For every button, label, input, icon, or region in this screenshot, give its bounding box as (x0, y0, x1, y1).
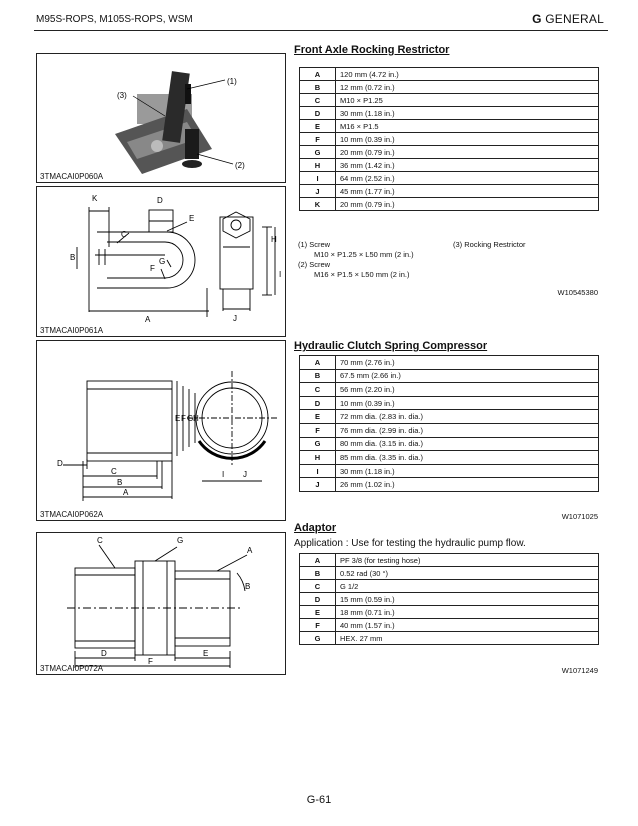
section-title-rocking-restrictor: Front Axle Rocking Restrictor (294, 44, 450, 56)
dim-label-a: A (123, 488, 129, 497)
dimension-value: 45 mm (1.77 in.) (336, 185, 599, 198)
dim-label-j: J (233, 314, 237, 323)
dimension-key: H (300, 159, 336, 172)
dimension-key: I (300, 464, 336, 478)
dimension-key: B (300, 567, 336, 580)
dimension-value: 120 mm (4.72 in.) (336, 68, 599, 81)
adaptor-dimension-drawing (37, 533, 286, 675)
dim-label-g: G (159, 257, 166, 266)
adaptor-application-text: Application : Use for testing the hydraulic pump flow. (294, 538, 526, 549)
table-row (300, 133, 599, 146)
dimension-key: E (300, 120, 336, 133)
dimension-key: I (300, 172, 336, 185)
dimension-key: G (300, 146, 336, 159)
dimension-key: E (300, 606, 336, 619)
dim-label-e: E (189, 214, 195, 223)
dimension-value: 80 mm dia. (3.15 in. dia.) (336, 437, 599, 451)
table-row (300, 120, 599, 133)
table-row (300, 410, 599, 424)
table-row (300, 356, 599, 370)
table-row (300, 567, 599, 580)
dim-label-d: D (101, 649, 107, 658)
dim-label-a: A (247, 546, 253, 555)
table-row (300, 172, 599, 185)
table-row (300, 451, 599, 465)
dim-label-f: F (148, 657, 153, 666)
section-letter: G (532, 12, 542, 26)
table-row (300, 606, 599, 619)
dim-label-b: B (70, 253, 76, 262)
clutch-compressor-spec-table (299, 355, 599, 492)
table-row (300, 146, 599, 159)
dimension-key: F (300, 133, 336, 146)
dim-label-i: I (222, 470, 225, 479)
dim-label-c: C (121, 230, 127, 239)
dimension-key: A (300, 356, 336, 370)
dimension-value: M10 × P1.25 (336, 94, 599, 107)
note-screw-2: (2) Screw (298, 260, 331, 269)
dim-label-b: B (117, 478, 123, 487)
dim-label-g: G (177, 536, 184, 545)
figure-caption: 3TMACAI0P060A (40, 172, 104, 181)
section-title-adaptor: Adaptor (294, 522, 337, 534)
dimension-value: G 1/2 (336, 580, 599, 593)
reference-code: W1071249 (561, 666, 598, 675)
dimension-value: PF 3/8 (for testing hose) (336, 554, 599, 567)
dim-label-f: F (150, 264, 155, 273)
reference-code: W1071025 (561, 512, 598, 521)
manual-model-title: M95S-ROPS, M105S-ROPS, WSM (36, 14, 193, 25)
dimension-key: G (300, 437, 336, 451)
dimension-key: D (300, 593, 336, 606)
table-row (300, 396, 599, 410)
table-row (300, 159, 599, 172)
dimension-value: 0.52 rad (30 °) (336, 567, 599, 580)
figure-caption: 3TMACAI0P062A (40, 510, 104, 519)
dimension-key: K (300, 198, 336, 211)
header-rule (34, 30, 608, 31)
note-rocking-restrictor: (3) Rocking Restrictor (453, 240, 526, 249)
dim-label-c: C (97, 536, 103, 545)
dim-label-i: I (279, 270, 282, 279)
table-row (300, 68, 599, 81)
note-screw-1-detail: M10 × P1.25 × L50 mm (2 in.) (314, 250, 414, 259)
dimension-key: J (300, 185, 336, 198)
adaptor-spec-table (299, 553, 599, 645)
note-screw-1: (1) Screw (298, 240, 331, 249)
table-row (300, 554, 599, 567)
callout-3: (3) (117, 91, 127, 100)
figure-adaptor (36, 532, 286, 675)
dim-label-e: E (175, 414, 181, 423)
dim-label-e: E (203, 649, 209, 658)
dimension-key: D (300, 396, 336, 410)
dimension-value: 10 mm (0.39 in.) (336, 133, 599, 146)
table-row (300, 94, 599, 107)
section-word: GENERAL (545, 12, 604, 26)
table-row (300, 198, 599, 211)
note-screw-2-detail: M16 × P1.5 × L50 mm (2 in.) (314, 270, 410, 279)
dimension-key: A (300, 68, 336, 81)
dimension-key: C (300, 94, 336, 107)
table-row (300, 478, 599, 492)
table-row (300, 423, 599, 437)
dim-label-a: A (145, 315, 151, 324)
dimension-key: A (300, 554, 336, 567)
dimension-key: C (300, 383, 336, 397)
table-row (300, 81, 599, 94)
dimension-value: 30 mm (1.18 in.) (336, 107, 599, 120)
dimension-key: B (300, 81, 336, 94)
table-row (300, 580, 599, 593)
compressor-dimension-drawing (37, 341, 286, 521)
dimension-value: 26 mm (1.02 in.) (336, 478, 599, 492)
table-row (300, 593, 599, 606)
dim-label-b: B (245, 582, 251, 591)
figure-caption: 3TMACAI0P072A (40, 664, 104, 673)
dim-label-f: F (181, 414, 186, 423)
table-row (300, 632, 599, 645)
dimension-value: 30 mm (1.18 in.) (336, 464, 599, 478)
page-number: G-61 (306, 794, 332, 806)
figure-clutch-spring-compressor (36, 340, 286, 521)
table-row (300, 369, 599, 383)
callout-1: (1) (227, 77, 237, 86)
dimension-value: 12 mm (0.72 in.) (336, 81, 599, 94)
dimension-value: 64 mm (2.52 in.) (336, 172, 599, 185)
table-row (300, 437, 599, 451)
dimension-value: 15 mm (0.59 in.) (336, 593, 599, 606)
dim-label-g: G (187, 414, 194, 423)
dim-label-k: K (92, 194, 98, 203)
dimension-value: 18 mm (0.71 in.) (336, 606, 599, 619)
dimension-value: 56 mm (2.20 in.) (336, 383, 599, 397)
table-row (300, 107, 599, 120)
rocking-restrictor-spec-table (299, 67, 599, 211)
table-row (300, 464, 599, 478)
section-title-clutch-spring-compressor: Hydraulic Clutch Spring Compressor (294, 340, 488, 352)
restrictor-dimension-drawing (37, 187, 286, 337)
dimension-value: 72 mm dia. (2.83 in. dia.) (336, 410, 599, 424)
figure-rocking-restrictor-photo (36, 53, 286, 183)
dimension-key: D (300, 107, 336, 120)
figure-caption: 3TMACAI0P061A (40, 326, 104, 335)
figure-rocking-restrictor-dimensions (36, 186, 286, 337)
dim-label-c: C (111, 467, 117, 476)
dimension-key: C (300, 580, 336, 593)
dimension-value: 20 mm (0.79 in.) (336, 146, 599, 159)
reference-code: W10545380 (557, 288, 598, 297)
dimension-key: F (300, 619, 336, 632)
dimension-value: HEX. 27 mm (336, 632, 599, 645)
dimension-value: 40 mm (1.57 in.) (336, 619, 599, 632)
rocking-restrictor-notes (298, 240, 598, 280)
callout-2: (2) (235, 161, 245, 170)
dimension-value: 36 mm (1.42 in.) (336, 159, 599, 172)
dimension-value: 67.5 mm (2.66 in.) (336, 369, 599, 383)
dimension-value: 76 mm dia. (2.99 in. dia.) (336, 423, 599, 437)
dimension-value: 85 mm dia. (3.35 in. dia.) (336, 451, 599, 465)
dimension-key: J (300, 478, 336, 492)
dim-label-d: D (157, 196, 163, 205)
dimension-key: F (300, 423, 336, 437)
dim-label-h: H (193, 414, 199, 423)
table-row (300, 383, 599, 397)
table-row (300, 619, 599, 632)
dimension-key: B (300, 369, 336, 383)
dim-label-h: H (271, 235, 277, 244)
restrictor-photo-illustration (37, 54, 286, 183)
table-row (300, 185, 599, 198)
dim-label-d: D (57, 459, 63, 468)
dimension-value: 20 mm (0.79 in.) (336, 198, 599, 211)
dim-label-j: J (243, 470, 247, 479)
dimension-key: G (300, 632, 336, 645)
section-heading (532, 12, 604, 26)
dimension-key: H (300, 451, 336, 465)
dimension-value: 70 mm (2.76 in.) (336, 356, 599, 370)
dimension-key: E (300, 410, 336, 424)
dimension-value: M16 × P1.5 (336, 120, 599, 133)
dimension-value: 10 mm (0.39 in.) (336, 396, 599, 410)
